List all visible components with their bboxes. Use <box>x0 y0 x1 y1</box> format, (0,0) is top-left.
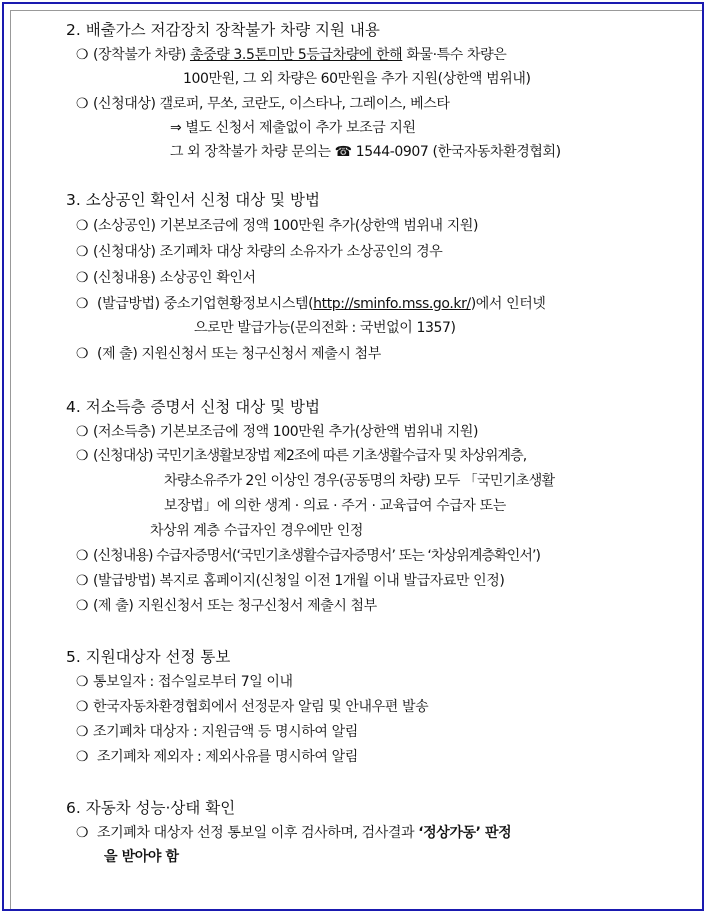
bullet-icon: ❍ <box>76 573 89 589</box>
s6-item-1: ❍ 조기폐차 대상자 선정 통보일 이후 검사하며, 검사결과 ‘정상가동’ 판정 <box>76 825 512 841</box>
bullet-icon: ❍ <box>76 749 89 765</box>
s4-item-2-cont-2: 보장법」에 의한 생계 · 의료 · 주거 · 교육급여 수급자 또는 <box>164 498 506 514</box>
s2-item-2-contact: 그 외 장착불가 차량 문의는 ☎ 1544-0907 (한국자동차환경협회) <box>170 144 561 160</box>
s2-item-2: ❍ (신청대상) 갤로퍼, 무쏘, 코란도, 이스타나, 그레이스, 베스타 <box>76 96 450 112</box>
bullet-icon: ❍ <box>76 218 89 234</box>
s5-item-3: ❍ 조기폐차 대상자 : 지원금액 등 명시하여 알림 <box>76 724 358 740</box>
section-3-title: 3. 소상공인 확인서 신청 대상 및 방법 <box>66 191 320 209</box>
bullet-icon: ❍ <box>76 244 89 260</box>
bullet-icon: ❍ <box>76 825 89 841</box>
section-4-title: 4. 저소득층 증명서 신청 대상 및 방법 <box>66 398 320 416</box>
s3-item-4-cont: 으로만 발급가능(문의전화 : 국번없이 1357) <box>194 320 456 336</box>
sminfo-link[interactable]: http://sminfo.mss.go.kr/ <box>313 296 471 312</box>
normal-operation-verdict: ‘정상가동’ 판정 <box>418 825 512 841</box>
bullet-icon: ❍ <box>76 724 89 740</box>
bullet-icon: ❍ <box>76 598 89 614</box>
s2-item-1: ❍ (장착불가 차량) 총중량 3.5톤미만 5등급차량에 한해 화물·특수 차량은 <box>76 47 507 63</box>
s3-item-4: ❍ (발급방법) 중소기업현황정보시스템(http://sminfo.mss.go.kr/)에서 인터넷 <box>76 296 546 312</box>
s3-item-1: ❍ (소상공인) 기본보조금에 정액 100만원 추가(상한액 범위내 지원) <box>76 218 479 234</box>
s4-item-2-cont-1: 차량소유주가 2인 이상인 경우(공동명의 차량) 모두 「국민기초생활 <box>164 473 555 489</box>
section-6-title: 6. 자동차 성능·상태 확인 <box>66 799 236 817</box>
bullet-icon: ❍ <box>76 699 89 715</box>
bullet-icon: ❍ <box>76 548 88 564</box>
s4-item-2: ❍ (신청대상) 국민기초생활보장법 제2조에 따른 기초생활수급자 및 차상위계층, <box>76 448 527 464</box>
s4-item-1: ❍ (저소득층) 기본보조금에 정액 100만원 추가(상한액 범위내 지원) <box>76 424 479 440</box>
s2-item-2-note: ⇒ 별도 신청서 제출없이 추가 보조금 지원 <box>170 120 416 136</box>
bullet-icon: ❍ <box>76 296 89 312</box>
s6-item-1-cont: 을 받아야 함 <box>104 849 179 865</box>
section-5-title: 5. 지원대상자 선정 통보 <box>66 648 231 666</box>
bullet-icon: ❍ <box>76 47 89 63</box>
s4-item-2-cont-3: 차상위 계층 수급자인 경우에만 인정 <box>150 523 364 539</box>
s4-item-5: ❍ (제 출) 지원신청서 또는 청구신청서 제출시 첨부 <box>76 598 377 614</box>
bullet-icon: ❍ <box>76 346 89 362</box>
s5-item-2: ❍ 한국자동차환경협회에서 선정문자 알림 및 안내우편 발송 <box>76 699 429 715</box>
s5-item-4: ❍ 조기폐차 제외자 : 제외사유를 명시하여 알림 <box>76 749 358 765</box>
bullet-icon: ❍ <box>76 424 89 440</box>
section-2-title: 2. 배출가스 저감장치 장착불가 차량 지원 내용 <box>66 21 380 39</box>
s3-item-3: ❍ (신청내용) 소상공인 확인서 <box>76 270 256 286</box>
s3-item-5: ❍ (제 출) 지원신청서 또는 청구신청서 제출시 첨부 <box>76 346 381 362</box>
bullet-icon: ❍ <box>76 448 88 464</box>
bullet-icon: ❍ <box>76 270 89 286</box>
s4-item-3: ❍ (신청내용) 수급자증명서(‘국민기초생활수급자증명서’ 또는 ‘차상위계층확인서’) <box>76 548 541 564</box>
phone-icon: ☎ <box>334 144 352 160</box>
s2-item-1-cont: 100만원, 그 외 차량은 60만원을 추가 지원(상한액 범위내) <box>183 71 531 87</box>
s4-item-4: ❍ (발급방법) 복지로 홈페이지(신청일 이전 1개월 이내 발급자료만 인정) <box>76 573 505 589</box>
s5-item-1: ❍ 통보일자 : 접수일로부터 7일 이내 <box>76 674 293 690</box>
bullet-icon: ❍ <box>76 674 89 690</box>
s3-item-2: ❍ (신청대상) 조기폐차 대상 차량의 소유자가 소상공인의 경우 <box>76 244 443 260</box>
bullet-icon: ❍ <box>76 96 89 112</box>
